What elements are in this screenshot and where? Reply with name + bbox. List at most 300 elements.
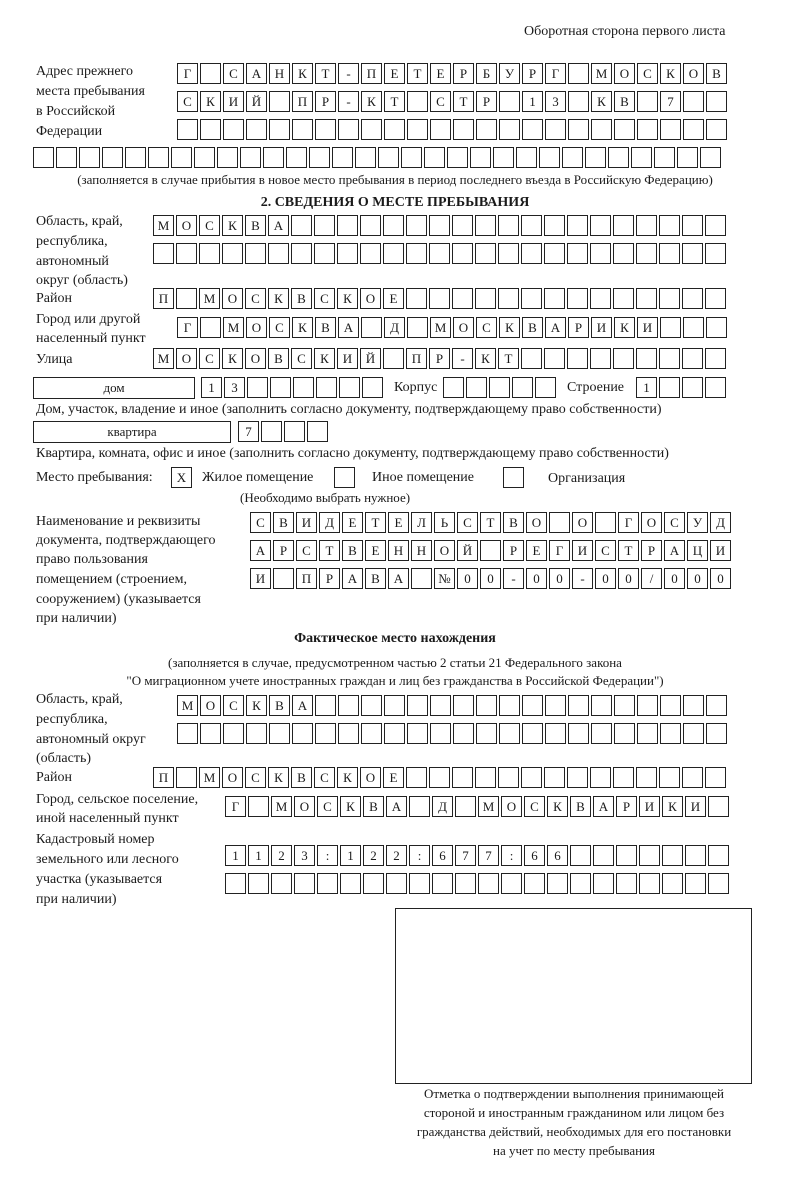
char-box[interactable]: О (245, 348, 266, 369)
char-box[interactable]: И (591, 317, 612, 338)
char-box[interactable] (223, 119, 244, 140)
char-box[interactable] (522, 119, 543, 140)
char-box[interactable] (316, 377, 337, 398)
char-box[interactable] (613, 215, 634, 236)
char-box[interactable]: 7 (238, 421, 259, 442)
char-box[interactable]: П (292, 91, 313, 112)
char-box[interactable] (452, 767, 473, 788)
char-box[interactable]: К (200, 91, 221, 112)
char-box[interactable] (637, 91, 658, 112)
char-box[interactable] (616, 845, 637, 866)
char-box[interactable]: Г (618, 512, 639, 533)
char-box[interactable] (480, 540, 501, 561)
char-box[interactable]: К (361, 91, 382, 112)
char-box[interactable] (706, 723, 727, 744)
char-box[interactable] (521, 348, 542, 369)
char-box[interactable] (682, 288, 703, 309)
char-box[interactable] (501, 873, 522, 894)
char-box[interactable]: О (614, 63, 635, 84)
char-box[interactable]: О (434, 540, 455, 561)
char-box[interactable]: Т (618, 540, 639, 561)
char-box[interactable]: К (222, 215, 243, 236)
char-box[interactable] (270, 377, 291, 398)
char-box[interactable]: О (526, 512, 547, 533)
char-box[interactable] (708, 873, 729, 894)
char-box[interactable] (636, 243, 657, 264)
char-box[interactable] (677, 147, 698, 168)
char-box[interactable]: В (570, 796, 591, 817)
char-box[interactable] (33, 147, 54, 168)
char-box[interactable] (544, 288, 565, 309)
char-box[interactable]: Р (453, 63, 474, 84)
char-box[interactable] (314, 243, 335, 264)
char-box[interactable]: К (547, 796, 568, 817)
char-box[interactable]: Н (411, 540, 432, 561)
char-box[interactable]: П (153, 288, 174, 309)
char-box[interactable]: П (296, 568, 317, 589)
char-box[interactable]: Г (225, 796, 246, 817)
char-box[interactable] (269, 723, 290, 744)
char-box[interactable]: М (199, 288, 220, 309)
char-box[interactable] (271, 873, 292, 894)
char-box[interactable]: В (273, 512, 294, 533)
char-box[interactable]: Ц (687, 540, 708, 561)
char-box[interactable] (595, 512, 616, 533)
char-box[interactable]: № (434, 568, 455, 589)
char-box[interactable]: И (250, 568, 271, 589)
char-box[interactable] (568, 63, 589, 84)
char-box[interactable] (682, 215, 703, 236)
char-box[interactable] (200, 63, 221, 84)
char-box[interactable] (522, 723, 543, 744)
char-box[interactable] (631, 147, 652, 168)
char-box[interactable] (535, 377, 556, 398)
char-box[interactable] (567, 288, 588, 309)
char-box[interactable]: А (250, 540, 271, 561)
char-box[interactable] (407, 119, 428, 140)
char-box[interactable] (246, 723, 267, 744)
char-box[interactable]: У (687, 512, 708, 533)
char-box[interactable] (340, 873, 361, 894)
char-box[interactable]: Г (549, 540, 570, 561)
char-box[interactable]: Н (269, 63, 290, 84)
char-box[interactable] (470, 147, 491, 168)
char-box[interactable] (447, 147, 468, 168)
char-box[interactable]: К (268, 288, 289, 309)
char-box[interactable]: Т (480, 512, 501, 533)
char-box[interactable]: С (595, 540, 616, 561)
char-box[interactable] (429, 288, 450, 309)
char-box[interactable] (539, 147, 560, 168)
char-box[interactable]: 3 (224, 377, 245, 398)
char-box[interactable]: Р (522, 63, 543, 84)
char-box[interactable]: Е (388, 512, 409, 533)
char-box[interactable] (248, 873, 269, 894)
char-box[interactable]: 0 (480, 568, 501, 589)
char-box[interactable]: А (545, 317, 566, 338)
char-box[interactable] (654, 147, 675, 168)
char-box[interactable]: В (363, 796, 384, 817)
char-box[interactable] (452, 288, 473, 309)
char-box[interactable]: К (340, 796, 361, 817)
char-box[interactable] (360, 215, 381, 236)
char-box[interactable]: 2 (363, 845, 384, 866)
char-box[interactable] (706, 119, 727, 140)
char-box[interactable]: И (710, 540, 731, 561)
char-box[interactable]: 3 (294, 845, 315, 866)
char-box[interactable] (708, 845, 729, 866)
char-box[interactable] (261, 421, 282, 442)
char-box[interactable]: / (641, 568, 662, 589)
char-box[interactable]: 2 (386, 845, 407, 866)
char-box[interactable]: С (245, 767, 266, 788)
char-box[interactable] (153, 243, 174, 264)
char-box[interactable] (194, 147, 215, 168)
char-box[interactable] (125, 147, 146, 168)
char-box[interactable] (176, 243, 197, 264)
char-box[interactable]: Б (476, 63, 497, 84)
char-box[interactable] (317, 873, 338, 894)
char-box[interactable] (455, 796, 476, 817)
char-box[interactable] (273, 568, 294, 589)
char-box[interactable]: И (639, 796, 660, 817)
char-box[interactable]: С (664, 512, 685, 533)
char-box[interactable] (443, 377, 464, 398)
char-box[interactable] (683, 723, 704, 744)
char-box[interactable] (590, 767, 611, 788)
char-box[interactable]: Е (430, 63, 451, 84)
char-box[interactable] (659, 215, 680, 236)
char-box[interactable] (570, 845, 591, 866)
char-box[interactable] (498, 767, 519, 788)
char-box[interactable] (639, 845, 660, 866)
char-box[interactable]: А (388, 568, 409, 589)
char-box[interactable] (614, 695, 635, 716)
char-box[interactable] (637, 695, 658, 716)
char-box[interactable]: В (291, 288, 312, 309)
char-box[interactable] (200, 723, 221, 744)
char-box[interactable]: О (176, 215, 197, 236)
char-box[interactable]: В (614, 91, 635, 112)
char-box[interactable] (683, 317, 704, 338)
char-box[interactable] (286, 147, 307, 168)
char-box[interactable] (355, 147, 376, 168)
char-box[interactable]: - (503, 568, 524, 589)
char-box[interactable]: 0 (595, 568, 616, 589)
char-box[interactable]: 7 (478, 845, 499, 866)
char-box[interactable] (247, 377, 268, 398)
char-box[interactable]: : (317, 845, 338, 866)
char-box[interactable] (475, 288, 496, 309)
char-box[interactable]: 0 (618, 568, 639, 589)
char-box[interactable] (637, 723, 658, 744)
char-box[interactable]: Р (315, 91, 336, 112)
char-box[interactable] (407, 317, 428, 338)
char-box[interactable] (659, 243, 680, 264)
char-box[interactable] (493, 147, 514, 168)
char-box[interactable]: А (386, 796, 407, 817)
char-box[interactable] (499, 695, 520, 716)
char-box[interactable] (705, 348, 726, 369)
char-box[interactable] (499, 723, 520, 744)
char-box[interactable] (361, 723, 382, 744)
char-box[interactable] (102, 147, 123, 168)
char-box[interactable] (176, 288, 197, 309)
char-box[interactable]: В (503, 512, 524, 533)
char-box[interactable] (593, 873, 614, 894)
char-box[interactable] (544, 215, 565, 236)
char-box[interactable]: - (338, 91, 359, 112)
char-box[interactable]: И (223, 91, 244, 112)
char-box[interactable] (401, 147, 422, 168)
char-box[interactable] (682, 377, 703, 398)
char-box[interactable] (614, 723, 635, 744)
char-box[interactable] (705, 215, 726, 236)
char-box[interactable] (361, 317, 382, 338)
char-box[interactable]: 6 (432, 845, 453, 866)
char-box[interactable] (616, 873, 637, 894)
char-box[interactable] (544, 348, 565, 369)
char-box[interactable] (177, 723, 198, 744)
char-box[interactable] (291, 243, 312, 264)
char-box[interactable] (568, 119, 589, 140)
char-box[interactable] (407, 695, 428, 716)
char-box[interactable] (407, 723, 428, 744)
char-box[interactable] (338, 695, 359, 716)
char-box[interactable]: К (475, 348, 496, 369)
char-box[interactable] (614, 119, 635, 140)
char-box[interactable] (593, 845, 614, 866)
char-box[interactable] (332, 147, 353, 168)
char-box[interactable]: С (199, 215, 220, 236)
char-box[interactable] (292, 119, 313, 140)
char-box[interactable] (521, 288, 542, 309)
char-box[interactable] (516, 147, 537, 168)
char-box[interactable] (200, 317, 221, 338)
char-box[interactable] (706, 317, 727, 338)
char-box[interactable] (544, 767, 565, 788)
option-organization-checkbox[interactable] (503, 467, 524, 488)
char-box[interactable] (148, 147, 169, 168)
char-box[interactable]: С (177, 91, 198, 112)
char-box[interactable] (613, 348, 634, 369)
char-box[interactable]: 6 (524, 845, 545, 866)
char-box[interactable]: - (452, 348, 473, 369)
char-box[interactable] (613, 767, 634, 788)
char-box[interactable] (263, 147, 284, 168)
char-box[interactable] (406, 767, 427, 788)
char-box[interactable]: Т (407, 63, 428, 84)
char-box[interactable] (407, 91, 428, 112)
char-box[interactable] (79, 147, 100, 168)
char-box[interactable]: Е (365, 540, 386, 561)
char-box[interactable] (682, 243, 703, 264)
char-box[interactable]: С (637, 63, 658, 84)
char-box[interactable] (659, 348, 680, 369)
char-box[interactable]: К (268, 767, 289, 788)
char-box[interactable] (383, 215, 404, 236)
char-box[interactable]: К (292, 63, 313, 84)
char-box[interactable]: С (476, 317, 497, 338)
char-box[interactable] (521, 767, 542, 788)
char-box[interactable] (545, 695, 566, 716)
char-box[interactable]: : (501, 845, 522, 866)
char-box[interactable] (430, 119, 451, 140)
char-box[interactable] (659, 377, 680, 398)
char-box[interactable]: С (457, 512, 478, 533)
char-box[interactable] (545, 119, 566, 140)
char-box[interactable]: : (409, 845, 430, 866)
char-box[interactable] (685, 845, 706, 866)
char-box[interactable] (706, 91, 727, 112)
char-box[interactable] (660, 119, 681, 140)
char-box[interactable] (567, 767, 588, 788)
char-box[interactable]: С (223, 63, 244, 84)
char-box[interactable] (549, 512, 570, 533)
char-box[interactable] (411, 568, 432, 589)
char-box[interactable] (521, 215, 542, 236)
char-box[interactable] (682, 348, 703, 369)
char-box[interactable]: В (342, 540, 363, 561)
char-box[interactable]: А (342, 568, 363, 589)
char-box[interactable] (568, 723, 589, 744)
char-box[interactable]: И (572, 540, 593, 561)
char-box[interactable]: Е (342, 512, 363, 533)
char-box[interactable] (384, 119, 405, 140)
char-box[interactable] (432, 873, 453, 894)
char-box[interactable] (498, 243, 519, 264)
char-box[interactable]: Р (568, 317, 589, 338)
char-box[interactable] (475, 767, 496, 788)
char-box[interactable] (361, 119, 382, 140)
char-box[interactable]: К (660, 63, 681, 84)
char-box[interactable]: В (269, 695, 290, 716)
char-box[interactable]: Е (384, 63, 405, 84)
char-box[interactable]: О (501, 796, 522, 817)
char-box[interactable] (268, 243, 289, 264)
char-box[interactable] (522, 695, 543, 716)
char-box[interactable]: К (337, 288, 358, 309)
char-box[interactable] (639, 873, 660, 894)
char-box[interactable]: В (245, 215, 266, 236)
char-box[interactable] (660, 723, 681, 744)
char-box[interactable]: С (524, 796, 545, 817)
char-box[interactable]: 6 (547, 845, 568, 866)
char-box[interactable]: 0 (710, 568, 731, 589)
char-box[interactable]: 0 (664, 568, 685, 589)
char-box[interactable] (567, 348, 588, 369)
char-box[interactable] (562, 147, 583, 168)
char-box[interactable]: О (453, 317, 474, 338)
char-box[interactable] (636, 288, 657, 309)
char-box[interactable] (177, 119, 198, 140)
char-box[interactable]: Т (453, 91, 474, 112)
char-box[interactable]: Л (411, 512, 432, 533)
char-box[interactable] (406, 288, 427, 309)
char-box[interactable] (246, 119, 267, 140)
char-box[interactable] (294, 873, 315, 894)
char-box[interactable]: 1 (201, 377, 222, 398)
char-box[interactable] (409, 796, 430, 817)
char-box[interactable] (337, 215, 358, 236)
char-box[interactable] (453, 119, 474, 140)
char-box[interactable]: Й (360, 348, 381, 369)
char-box[interactable] (429, 767, 450, 788)
char-box[interactable] (660, 695, 681, 716)
char-box[interactable] (591, 119, 612, 140)
char-box[interactable]: Й (246, 91, 267, 112)
char-box[interactable] (705, 767, 726, 788)
char-box[interactable]: М (223, 317, 244, 338)
char-box[interactable] (291, 215, 312, 236)
char-box[interactable] (199, 243, 220, 264)
char-box[interactable]: А (268, 215, 289, 236)
char-box[interactable]: А (246, 63, 267, 84)
char-box[interactable]: И (337, 348, 358, 369)
char-box[interactable]: Ь (434, 512, 455, 533)
char-box[interactable] (567, 215, 588, 236)
char-box[interactable]: П (406, 348, 427, 369)
char-box[interactable]: О (222, 767, 243, 788)
char-box[interactable]: И (296, 512, 317, 533)
char-box[interactable]: С (245, 288, 266, 309)
char-box[interactable]: В (522, 317, 543, 338)
char-box[interactable]: Г (177, 317, 198, 338)
char-box[interactable] (315, 695, 336, 716)
char-box[interactable] (613, 288, 634, 309)
char-box[interactable] (176, 767, 197, 788)
char-box[interactable] (429, 215, 450, 236)
char-box[interactable] (568, 91, 589, 112)
char-box[interactable]: О (176, 348, 197, 369)
char-box[interactable] (293, 377, 314, 398)
char-box[interactable] (591, 723, 612, 744)
char-box[interactable] (660, 317, 681, 338)
char-box[interactable] (499, 91, 520, 112)
char-box[interactable] (476, 119, 497, 140)
char-box[interactable]: О (294, 796, 315, 817)
char-box[interactable]: Р (476, 91, 497, 112)
char-box[interactable]: Д (319, 512, 340, 533)
char-box[interactable] (512, 377, 533, 398)
char-box[interactable] (466, 377, 487, 398)
char-box[interactable] (430, 723, 451, 744)
char-box[interactable] (476, 695, 497, 716)
char-box[interactable] (56, 147, 77, 168)
char-box[interactable]: К (314, 348, 335, 369)
char-box[interactable]: - (572, 568, 593, 589)
char-box[interactable]: О (360, 767, 381, 788)
char-box[interactable] (338, 119, 359, 140)
char-box[interactable] (452, 215, 473, 236)
char-box[interactable] (705, 243, 726, 264)
char-box[interactable] (478, 873, 499, 894)
char-box[interactable] (452, 243, 473, 264)
char-box[interactable] (225, 873, 246, 894)
char-box[interactable]: С (291, 348, 312, 369)
char-box[interactable] (315, 723, 336, 744)
char-box[interactable]: А (292, 695, 313, 716)
char-box[interactable]: П (153, 767, 174, 788)
char-box[interactable]: Р (429, 348, 450, 369)
char-box[interactable]: Е (383, 288, 404, 309)
char-box[interactable]: У (499, 63, 520, 84)
char-box[interactable]: В (365, 568, 386, 589)
char-box[interactable]: О (246, 317, 267, 338)
char-box[interactable]: О (641, 512, 662, 533)
char-box[interactable]: 1 (340, 845, 361, 866)
char-box[interactable] (708, 796, 729, 817)
